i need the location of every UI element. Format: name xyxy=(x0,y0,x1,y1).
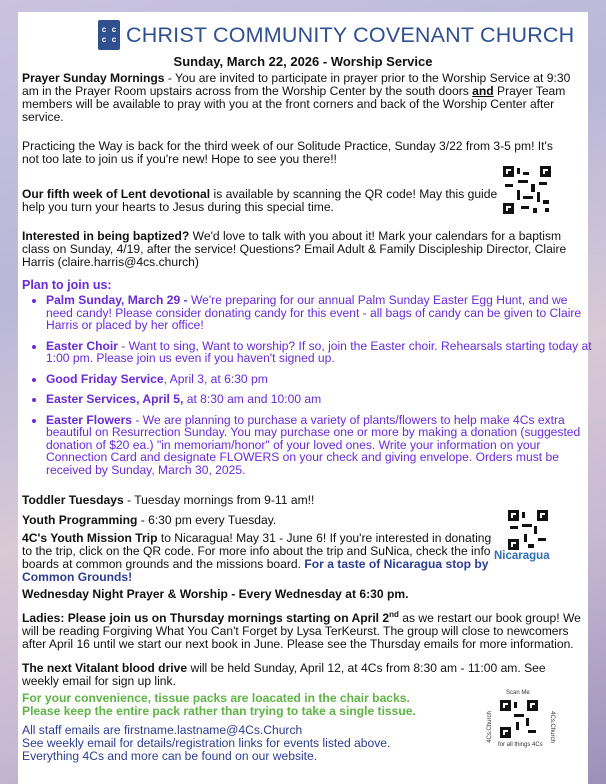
nicaragua-label: Nicaragua xyxy=(494,550,550,562)
baptism-text: We'd love to talk with you about it! Mark your calendars for a baptism class on Sunday, 4/19, after the service! Questions? Email Adult & Family Discipleship Director, Claire Harris (claire.harris@4cs.church) xyxy=(22,229,567,269)
prayer-lead: Prayer Sunday Mornings xyxy=(22,71,165,85)
toddler-paragraph: Toddler Tuesdays - Tuesday mornings from 9-11 am!! xyxy=(22,493,315,507)
tissue-notice: For your convenience, tissue packs are loacated in the chair backs. Please keep the entire pack rather than trying to take a single tissue. xyxy=(22,691,416,718)
nicaragua-qr-code[interactable] xyxy=(508,510,548,550)
list-item: • Easter Choir - Want to sing, Want to worship? If so, join the Easter choir. Rehearsals starting today at 1:00 pm. Please join us even if you haven't signed up. xyxy=(46,340,594,365)
list-item: • Easter Services, April 5, at 8:30 am and 10:00 am xyxy=(46,393,594,406)
list-item: • Good Friday Service, April 3, at 6:30 pm xyxy=(46,373,594,386)
website-qr-code[interactable] xyxy=(500,700,538,738)
qr-finder xyxy=(503,166,514,177)
lent-qr-code[interactable] xyxy=(503,166,551,214)
prayer-text-1: - You are invited to participate in prayer prior to the Worship Service at 9:30 am in the Prayer Room upstairs across from the Worship Center by the south doors xyxy=(22,71,571,98)
mission-tagline: For a taste of Nicaragua stop by Common Grounds! xyxy=(22,557,489,584)
wednesday-paragraph: Wednesday Night Prayer & Worship - Every Wednesday at 6:30 pm. xyxy=(22,587,409,601)
prayer-text-2: Prayer Team members will be available to pray with you at the front corners and back of the Worship Center after service. xyxy=(22,84,566,124)
lent-lead: Our fifth week of Lent devotional xyxy=(22,187,211,201)
qr-scan-me-label: Scan Me xyxy=(506,690,530,696)
lent-paragraph xyxy=(22,188,502,214)
youth-paragraph: Youth Programming - 6:30 pm every Tuesday. xyxy=(22,513,277,527)
qr-left-label: 4Cs.Church xyxy=(486,711,493,743)
ladies-paragraph: Ladies: Please join us on Thursday mornings starting on April 2nd as we restart our book group! We will be reading Forgiving What You Can't Forget by Lysa TerKeurst. The group will close to newcomers after April 16 until we start our next book in June. Please see the Thursday emails for more information. xyxy=(22,610,581,652)
practicing-paragraph: Practicing the Way is back for the third week of our Solitude Practice, Sunday 3/22 from 3-5 pm! It's not too late to join us if you're new! Hope to see you there!! xyxy=(22,139,553,166)
mission-paragraph: 4C's Youth Mission Trip to Nicaragua! May 31 - June 6! If you're interested in donating to the trip, click on the QR code. For more info about the trip and SuNica, check the info boards at common grounds and the missions board. For a taste of Nicaragua stop by Common Grounds! xyxy=(22,531,492,584)
church-logo: c c c c xyxy=(98,20,120,50)
baptism-paragraph xyxy=(22,230,582,269)
qr-right-label: 4Cs.Church xyxy=(548,711,555,743)
header xyxy=(98,18,574,52)
church-name: CHRIST COMMUNITY COVENANT CHURCH xyxy=(126,22,575,47)
plan-list xyxy=(30,294,594,484)
blood-drive-paragraph: The next Vitalant blood drive will be held Sunday, April 12, at 4Cs from 8:30 am - 11:00 am. See weekly email for sign up link. xyxy=(22,661,546,688)
service-title: Sunday, March 22, 2026 - Worship Service xyxy=(173,54,433,69)
bulletin-page xyxy=(18,12,592,784)
footer-info: All staff emails are firstname.lastname@4Cs.Church See weekly email for details/registration links for events listed above. Everything 4Cs and more can be found on our website. xyxy=(22,723,391,763)
lent-text: is available by scanning the QR code! May this guide help you turn your hearts to Jesus during this special time. xyxy=(22,187,498,214)
qr-bottom-label: for all things 4Cs xyxy=(498,742,543,748)
prayer-and: and xyxy=(472,84,494,98)
baptism-lead: Interested in being baptized? xyxy=(22,229,190,243)
list-item: • Palm Sunday, March 29 - We're preparing for our annual Palm Sunday Easter Egg Hunt, and we need candy! Please consider donating candy for this event - all bags of candy can be given to Claire Harris or placed by her office! xyxy=(46,294,594,332)
qr-finder xyxy=(503,203,514,214)
prayer-paragraph xyxy=(22,72,582,124)
list-item: • Easter Flowers - We are planning to purchase a variety of plants/flowers to help make 4Cs extra beautiful on Resurrection Sunday. You may purchase one or more by making a donation (suggested donation of $20 ea.) "in memoriam/honor" of your loved ones. Write your information on your Connection Card and designate FLOWERS on your check and giving envelope. Orders must be received by Sunday, March 30, 2025. xyxy=(46,414,594,477)
plan-heading: Plan to join us: xyxy=(22,278,112,292)
qr-finder xyxy=(540,166,551,177)
